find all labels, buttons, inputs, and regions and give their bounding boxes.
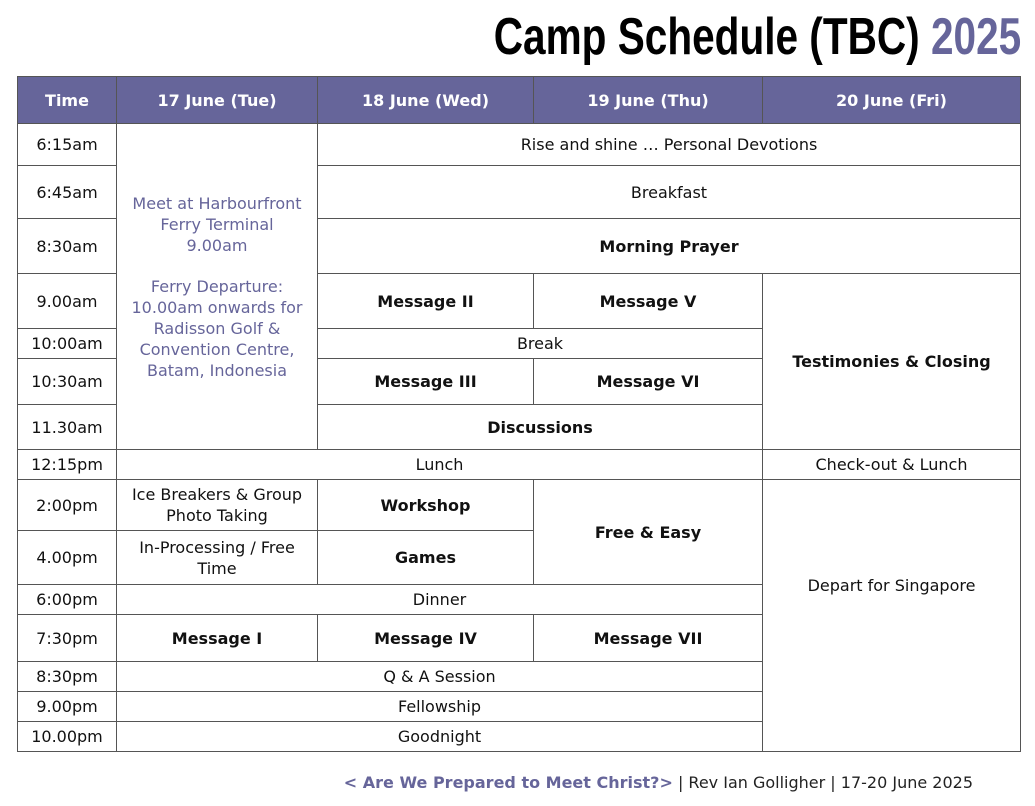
event-cell: Message III [318, 359, 534, 405]
event-cell: Break [318, 329, 763, 359]
time-cell: 6:15am [18, 124, 117, 166]
event-cell: Workshop [318, 480, 534, 531]
footer-credits: | Rev Ian Golligher | 17-20 June 2025 [672, 773, 973, 792]
table-row [18, 450, 1021, 480]
meet-info-line: Meet at Harbourfront Ferry Terminal [132, 193, 302, 234]
meet-info-line: Radisson Golf & Convention Centre, Batam, Indonesia [139, 318, 295, 380]
time-cell: 2:00pm [18, 480, 117, 531]
title-year: 2025 [930, 8, 1021, 66]
meet-info-cell [117, 124, 318, 450]
header-day-4: 20 June (Fri) [763, 77, 1021, 124]
table-row [18, 480, 1021, 531]
event-cell: Message V [534, 274, 763, 329]
time-cell: 8:30am [18, 219, 117, 274]
event-cell: Dinner [117, 585, 763, 615]
table-row [18, 124, 1021, 166]
header-day-1: 17 June (Tue) [117, 77, 318, 124]
time-cell: 10:00am [18, 329, 117, 359]
time-cell: 9.00pm [18, 692, 117, 722]
event-cell: Morning Prayer [318, 219, 1021, 274]
event-cell: Games [318, 531, 534, 585]
time-cell: 8:30pm [18, 662, 117, 692]
header-time: Time [18, 77, 117, 124]
title-main: Camp Schedule (TBC) [493, 8, 931, 66]
event-cell: Q & A Session [117, 662, 763, 692]
schedule-table [17, 76, 1021, 752]
time-cell: 6:45am [18, 166, 117, 219]
time-cell: 9.00am [18, 274, 117, 329]
header-day-3: 19 June (Thu) [534, 77, 763, 124]
footer [0, 773, 973, 792]
header-day-2: 18 June (Wed) [318, 77, 534, 124]
event-cell: Message I [117, 615, 318, 662]
event-cell: Lunch [117, 450, 763, 480]
event-cell: Message VI [534, 359, 763, 405]
header-row [18, 77, 1021, 124]
time-cell: 12:15pm [18, 450, 117, 480]
event-cell: Ice Breakers & Group Photo Taking [117, 480, 318, 531]
event-cell: Discussions [318, 405, 763, 450]
footer-theme: < Are We Prepared to Meet Christ?> [343, 773, 673, 792]
meet-info-line: 9.00am [186, 235, 248, 255]
page-title [494, 6, 1021, 68]
event-cell: Depart for Singapore [763, 480, 1021, 752]
event-cell: Testimonies & Closing [763, 274, 1021, 450]
time-cell: 10:30am [18, 359, 117, 405]
event-cell: Message II [318, 274, 534, 329]
time-cell: 4.00pm [18, 531, 117, 585]
time-cell: 10.00pm [18, 722, 117, 752]
event-cell: Message VII [534, 615, 763, 662]
meet-info-line: Ferry Departure: 10.00am onwards for [131, 276, 303, 317]
time-cell: 7:30pm [18, 615, 117, 662]
event-cell: In-Processing / Free Time [117, 531, 318, 585]
event-cell: Check-out & Lunch [763, 450, 1021, 480]
event-cell: Fellowship [117, 692, 763, 722]
event-cell: Rise and shine … Personal Devotions [318, 124, 1021, 166]
event-cell: Message IV [318, 615, 534, 662]
time-cell: 6:00pm [18, 585, 117, 615]
event-cell: Breakfast [318, 166, 1021, 219]
time-cell: 11.30am [18, 405, 117, 450]
event-cell: Free & Easy [534, 480, 763, 585]
event-cell: Goodnight [117, 722, 763, 752]
